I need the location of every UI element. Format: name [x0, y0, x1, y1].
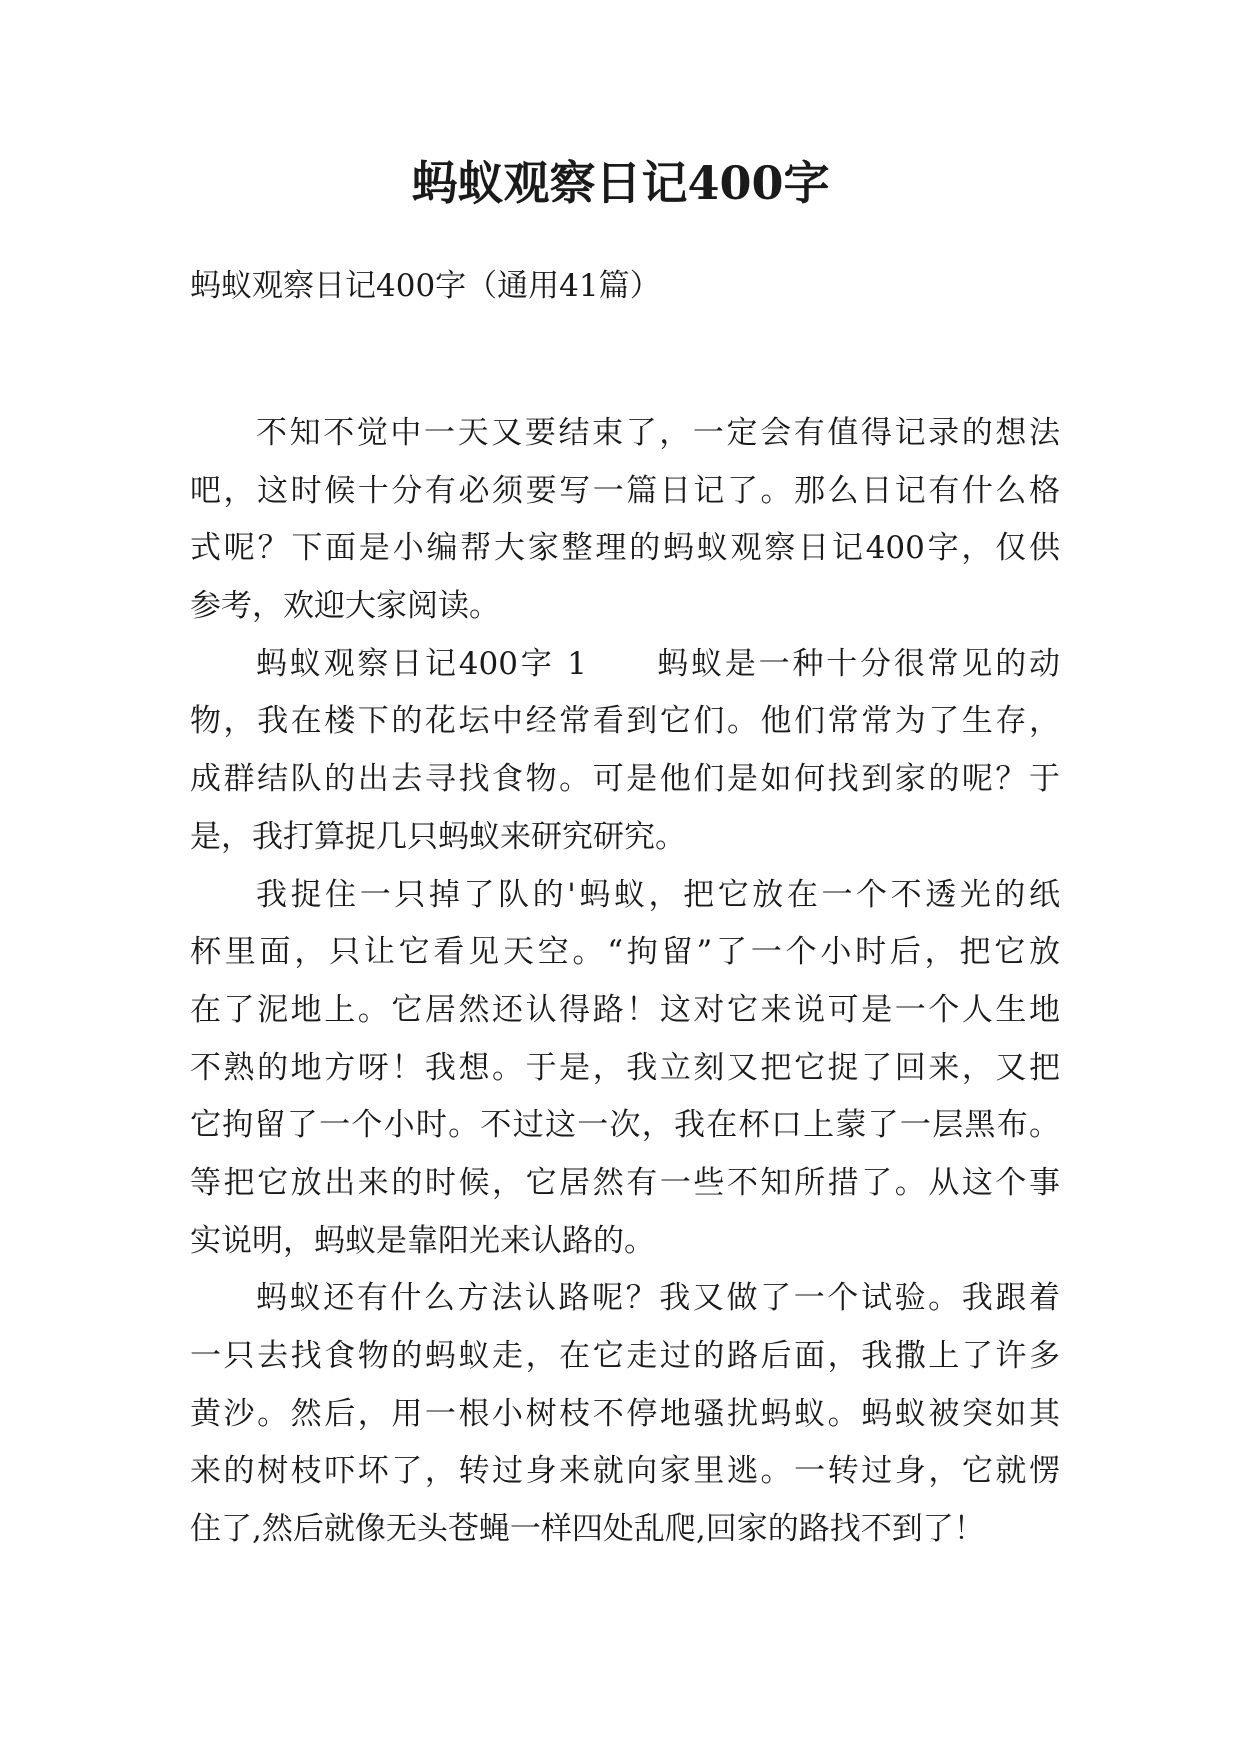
body-line: 成群结队的出去寻找食物。可是他们是如何找到家的呢？于 — [190, 761, 1060, 798]
body-line: 黄沙。然后，用一根小树枝不停地骚扰蚂蚁。蚂蚁被突如其 — [190, 1395, 1060, 1432]
body-line: 物，我在楼下的花坛中经常看到它们。他们常常为了生存， — [190, 703, 1060, 740]
body-line: 参考，欢迎大家阅读。 — [190, 588, 500, 625]
document-subtitle: 蚂蚁观察日记400字（通用41篇） — [190, 268, 661, 304]
body-line: 实说明，蚂蚁是靠阳光来认路的。 — [190, 1222, 655, 1259]
body-line: 是，我打算捉几只蚂蚁来研究研究。 — [190, 818, 686, 855]
body-line: 吧，这时候十分有必须要写一篇日记了。那么日记有什么格 — [190, 472, 1060, 509]
body-line: 杯里面，只让它看见天空。“拘留”了一个小时后，把它放 — [190, 934, 1060, 971]
body-line: 它拘留了一个小时。不过这一次，我在杯口上蒙了一层黑布。 — [190, 1107, 1060, 1144]
body-line: 住了,然后就像无头苍蝇一样四处乱爬,回家的路找不到了！ — [190, 1511, 985, 1548]
body-line: 不熟的地方呀！我想。于是，我立刻又把它捉了回来，又把 — [190, 1049, 1060, 1086]
body-line: 我捉住一只掉了队的'蚂蚁，把它放在一个不透光的纸 — [256, 876, 1060, 913]
body-line: 蚂蚁观察日记400字 1 蚂蚁是一种十分很常见的动 — [256, 645, 1060, 682]
body-line: 在了泥地上。它居然还认得路！这对它来说可是一个人生地 — [190, 991, 1060, 1028]
body-line: 来的树枝吓坏了，转过身来就向家里逃。一转过身，它就愣 — [190, 1453, 1060, 1490]
body-line: 一只去找食物的蚂蚁走，在它走过的路后面，我撒上了许多 — [190, 1338, 1060, 1374]
body-line: 式呢？下面是小编帮大家整理的蚂蚁观察日记400字，仅供 — [190, 530, 1060, 567]
document-body — [190, 405, 1060, 1559]
body-line: 蚂蚁还有什么方法认路呢？我又做了一个试验。我跟着 — [256, 1280, 1060, 1317]
body-line: 等把它放出来的时候，它居然有一些不知所措了。从这个事 — [190, 1164, 1060, 1201]
body-line: 不知不觉中一天又要结束了，一定会有值得记录的想法 — [256, 415, 1060, 451]
document-title: 蚂蚁观察日记400字 — [411, 156, 830, 210]
